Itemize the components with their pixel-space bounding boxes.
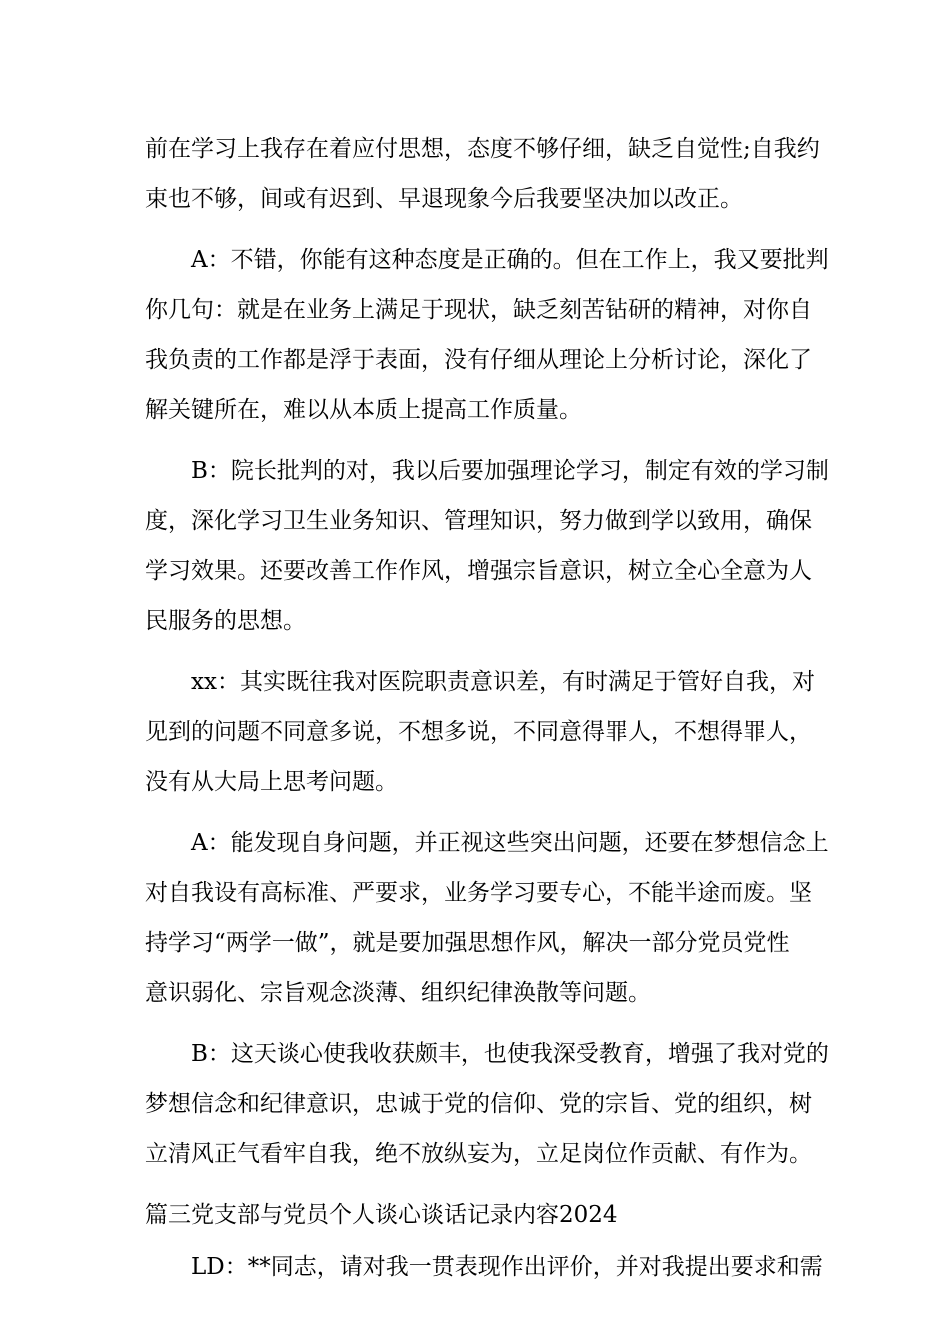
text-line: xx：其实既往我对医院职责意识差，有时满足于管好自我，对 [191, 669, 815, 695]
text-line: 篇三党支部与党员个人谈心谈话记录内容2024 [145, 1202, 618, 1228]
text-line: LD：**同志，请对我一贯表现作出评价，并对我提出要求和需 [191, 1254, 823, 1280]
text-line: 束也不够，间或有迟到、早退现象今后我要坚决加以改正。 [145, 186, 743, 212]
text-line: 度，深化学习卫生业务知识、管理知识，努力做到学以致用，确保 [145, 508, 812, 534]
text-line: 梦想信念和纪律意识，忠诚于党的信仰、党的宗旨、党的组织，树 [145, 1091, 812, 1117]
paragraph-4 [145, 657, 815, 807]
text-line: 你几句：就是在业务上满足于现状，缺乏刻苦钻研的精神，对你自 [145, 297, 812, 323]
text-line: 没有从大局上思考问题。 [145, 769, 398, 795]
text-line: 意识弱化、宗旨观念淡薄、组织纪律涣散等问题。 [145, 980, 651, 1006]
text-line: 民服务的思想。 [145, 608, 306, 634]
text-line: 对自我设有高标准、严要求，业务学习要专心，不能半途而废。坚 [145, 880, 812, 906]
text-line: 我负责的工作都是浮于表面，没有仔细从理论上分析讨论，深化了 [145, 347, 812, 373]
text-line: 立清风正气看牢自我，绝不放纵妄为，立足岗位作贡献、有作为。 [145, 1141, 812, 1167]
text-line: 前在学习上我存在着应付思想，态度不够仔细，缺乏自觉性;自我约 [145, 136, 820, 162]
text-line: A：能发现自身问题，并正视这些突出问题，还要在梦想信念上 [191, 830, 829, 856]
text-line: 持学习“两学一做”，就是要加强思想作风，解决一部分党员党性 [145, 930, 790, 956]
paragraph-2 [145, 235, 829, 435]
text-line: B：这天谈心使我收获颇丰，也使我深受教育，增强了我对党的 [191, 1041, 829, 1067]
text-line: A：不错，你能有这种态度是正确的。但在工作上，我又要批判 [191, 247, 829, 273]
text-line: B：院长批判的对，我以后要加强理论学习，制定有效的学习制 [191, 458, 829, 484]
paragraph-5 [145, 818, 829, 1018]
paragraph-7 [145, 1242, 823, 1292]
paragraph-3 [145, 446, 829, 646]
text-line: 见到的问题不同意多说，不想多说，不同意得罪人，不想得罪人， [145, 719, 812, 745]
text-line: 学习效果。还要改善工作作风，增强宗旨意识，树立全心全意为人 [145, 558, 812, 584]
paragraph-6 [145, 1029, 829, 1179]
document-body [145, 124, 829, 1303]
section-heading [145, 1190, 810, 1240]
paragraph-1 [145, 124, 820, 224]
text-line: 解关键所在，难以从本质上提高工作质量。 [145, 397, 582, 423]
